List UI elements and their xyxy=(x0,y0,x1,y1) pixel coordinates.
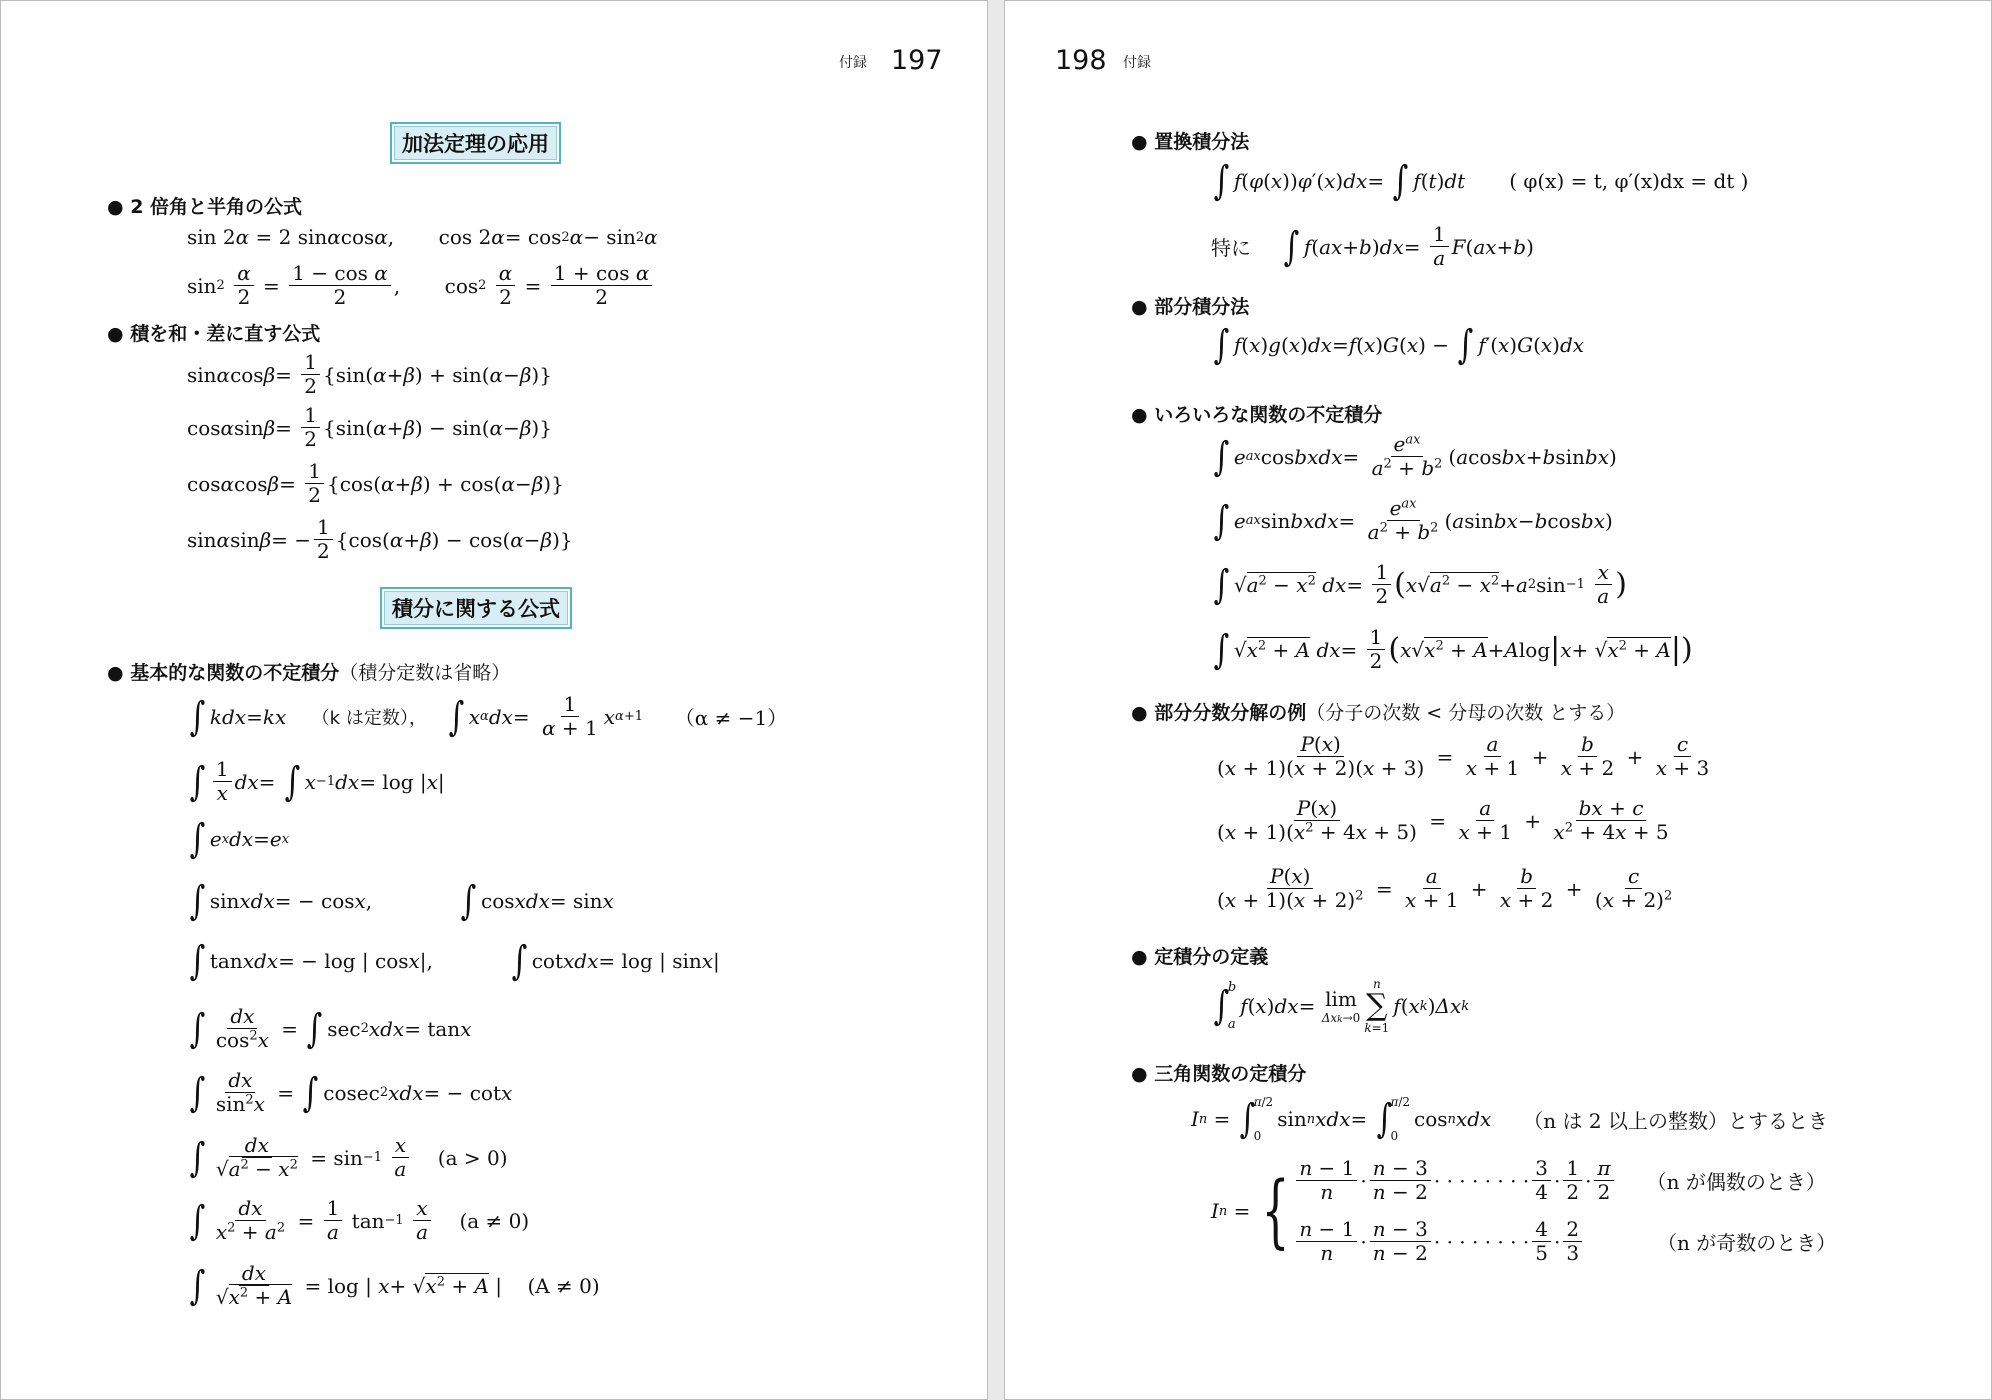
bullet-label: いろいろな関数の不定積分 xyxy=(1154,404,1383,426)
formula-int-sin-cos: ∫ sin x dx = − cos x , ∫ cos x dx = sin x xyxy=(189,878,614,924)
bullet-various: ● いろいろな関数の不定積分 xyxy=(1131,404,1383,426)
note-a-pos: (a > 0) xyxy=(437,1145,508,1170)
formula-int-tan-cot: ∫ tan x dx = − log | cos x |, ∫ cot x dx = log | sin x | xyxy=(189,938,720,984)
formula-exp-cos: ∫ e ax cos bx dx = $\frac{e^{ax}}{a^2 + b^2}$ ( a cos bx + b sin bx ) xyxy=(1213,432,1617,480)
header-label: 付録 xyxy=(839,55,867,71)
bullet-definite-def: ● 定積分の定義 xyxy=(1131,946,1269,968)
formula-int-1-over-x: ∫ $\frac{1}{x}$ dx = ∫ x −1 dx = log | x | xyxy=(189,757,445,805)
formula-pf-3: $\frac{P(x)}{(x + 1)(x + 2)^2}$ = $\frac{a}{x + 1}$ + $\frac{b}{x + 2}$ + $\frac{c}{(x + 2)^2}$ xyxy=(1217,864,1673,912)
page-number: 197 xyxy=(891,45,943,76)
bullet-note: （分子の次数 < 分母の次数 とする） xyxy=(1306,702,1626,724)
bullet-substitution: ● 置換積分法 xyxy=(1131,131,1250,153)
note-n-cond: （n は 2 以上の整数）とするとき xyxy=(1523,1108,1828,1133)
bullet-label: 定積分の定義 xyxy=(1154,946,1269,968)
formula-substitution: ∫ f ( φ ( x )) φ ′( x ) dx = ∫ f ( t ) dt ( φ(x) = t, φ′(x)dx = dt ) xyxy=(1213,158,1749,204)
bullet-label: 置換積分法 xyxy=(1154,131,1250,153)
page-number: 198 xyxy=(1055,45,1107,76)
header-label: 付録 xyxy=(1123,55,1151,71)
bullet-label: 2 倍角と半角の公式 xyxy=(130,196,303,218)
bullet-double-half: ● 2 倍角と半角の公式 xyxy=(107,196,303,218)
label-especially: 特に xyxy=(1211,236,1251,260)
formula-int-log-sqrt: ∫ $\frac{dx}{√x^2 + A}$ = log | x + √ $x^2 + A$ | (A ≠ 0) xyxy=(189,1261,600,1309)
bullet-product-to-sum: ● 積を和・差に直す公式 xyxy=(107,323,321,345)
formula-int-exp: ∫ e x dx = e x xyxy=(189,816,290,862)
bullet-label: 基本的な関数の不定積分 xyxy=(130,662,340,684)
section-title-addition: 加法定理の応用 xyxy=(390,122,561,164)
formula-by-parts: ∫ f ( x ) g ( x ) dx = f ( x ) G ( x ) − ∫ f ′( x ) G ( x ) dx xyxy=(1213,322,1585,368)
bullet-note: （積分定数は省略） xyxy=(339,662,511,684)
bullet-label: 部分分数分解の例 xyxy=(1154,702,1307,724)
formula-cos-sin: cos α sin β = $\frac{1}{2}$ {sin( α + β ) − sin( α − β )} xyxy=(187,403,552,451)
formula-sqrt-a2-x2: ∫ √ $a^2 - x^2$ dx = $\frac{1}{2}$ ( x √ $a^2 - x^2$ + a 2 sin −1 $\frac{x}{a}$ ) xyxy=(1213,560,1627,608)
formula-sqrt-x2-A: ∫ √ $x^2 + A$ dx = $\frac{1}{2}$ ( x √ $x^2 + A$ + A log | x + √ $x^2 + A$ |) xyxy=(1213,625,1693,673)
formula-int-arctan: ∫ $\frac{dx}{x^2 + a^2}$ = $\frac{1}{a}$ tan −1 $\frac{x}{a}$ (a ≠ 0) xyxy=(189,1196,530,1244)
note-A-ne0: (A ≠ 0) xyxy=(527,1273,600,1298)
bullet-label: 部分積分法 xyxy=(1154,296,1250,318)
formula-int-cosec2: ∫ $\frac{dx}{\sin^2x}$ = ∫ cosec 2 xdx = − cot x xyxy=(189,1068,513,1116)
formula-int-arcsin: ∫ $\frac{dx}{√a^2 - x^2}$ = sin −1 $\frac{x}{a}$ (a > 0) xyxy=(189,1133,508,1181)
formula-int-sec2: ∫ $\frac{dx}{\cos^2x}$ = ∫ sec 2 xdx = tan x xyxy=(189,1004,472,1052)
formula-sin-cos: sin α cos β = $\frac{1}{2}$ {sin( α + β ) + sin( α − β )} xyxy=(187,350,552,398)
formula-pf-2: $\frac{P(x)}{(x + 1)(x^2 + 4x + 5)}$ = $\frac{a}{x + 1}$ + $\frac{bx + c}{x^2 + 4x + 5}$ xyxy=(1217,796,1669,844)
right-page xyxy=(1004,0,1992,1400)
note-n-odd: （n が奇数のとき） xyxy=(1657,1231,1837,1255)
bullet-label: 積を和・差に直す公式 xyxy=(130,323,321,345)
note-a-ne0: (a ≠ 0) xyxy=(459,1208,530,1233)
formula-In-def: I n = ∫ π/2 0 sin n x dx = ∫ π/2 0 cos n x dx （n は 2 以上の整数）とするとき xyxy=(1191,1095,1828,1143)
note-n-even: （n が偶数のとき） xyxy=(1646,1170,1826,1194)
formula-sin-sin: sin α sin β = − $\frac{1}{2}$ {cos( α + β ) − cos( α − β )} xyxy=(187,515,573,563)
note-k-const: （k は定数）， xyxy=(311,707,427,729)
section-title-integrals: 積分に関する公式 xyxy=(380,587,572,629)
left-page xyxy=(0,0,988,1400)
formula-pf-1: $\frac{P(x)}{(x + 1)(x + 2)(x + 3)}$ = $\frac{a}{x + 1}$ + $\frac{b}{x + 2}$ + $\frac{c}{x + 3}$ xyxy=(1217,732,1710,780)
formula-definite-def: ∫ b a f ( x ) dx = lim Δxk→0 n ∑ k=1 f ( x k ) Δx k xyxy=(1213,977,1470,1035)
formula-int-k: ∫ k dx = kx （k は定数）， ∫ x α dx = $\frac{1}{\alpha + 1}$ x α+1 （α ≠ −1） xyxy=(189,692,788,740)
formula-double-angle: sin 2 α = 2 sin α cos α , cos 2 α = cos 2 α − sin 2 α xyxy=(187,225,658,249)
note-substitution: ( φ(x) = t, φ′(x)dx = dt ) xyxy=(1509,169,1749,193)
formula-exp-sin: ∫ e ax sin bx dx = $\frac{e^{ax}}{a^2 + b^2}$ ( a sin bx − b cos bx ) xyxy=(1213,496,1613,544)
bullet-label: 三角関数の定積分 xyxy=(1154,1063,1307,1085)
formula-substitution-special: 特に ∫ f ( ax + b ) dx = $\frac{1}{a}$ F ( ax + b ) xyxy=(1211,222,1534,270)
formula-half-angle: sin 2 $\frac{\alpha}{2}$ = $\frac{\text{1 − cos α}}{2}$ , cos 2 $\frac{\alpha}{2}$ = $\frac{\text{1 + cos α}}{2}$ xyxy=(187,262,655,309)
brace-icon: { xyxy=(1261,1164,1290,1257)
formula-cos-cos: cos α cos β = $\frac{1}{2}$ {cos( α + β ) + cos( α − β )} xyxy=(187,459,564,507)
note-alpha: （α ≠ −1） xyxy=(674,706,788,730)
bullet-basic-integrals: ● 基本的な関数の不定積分（積分定数は省略） xyxy=(107,662,511,684)
bullet-trig-definite: ● 三角関数の定積分 xyxy=(1131,1063,1307,1085)
formula-In-cases: I n = { $\frac{n - 1}{n}$ · $\frac{n - 3}{n - 2}$ · · · · · · · · $\frac{3}{4}$ · $\frac{1}{2}$ · $\frac{\pi}{2}$ （n が偶数のとき） $\frac{n - 1}{n}$ · $\frac{n - 3}{n - 2}$ · · · · · · · · $\frac{4}{5}$ · $\frac{2}{3}$ （n が奇数のとき） xyxy=(1211,1156,1837,1265)
bullet-by-parts: ● 部分積分法 xyxy=(1131,296,1250,318)
bullet-partial-fractions: ● 部分分数分解の例（分子の次数 < 分母の次数 とする） xyxy=(1131,702,1626,724)
